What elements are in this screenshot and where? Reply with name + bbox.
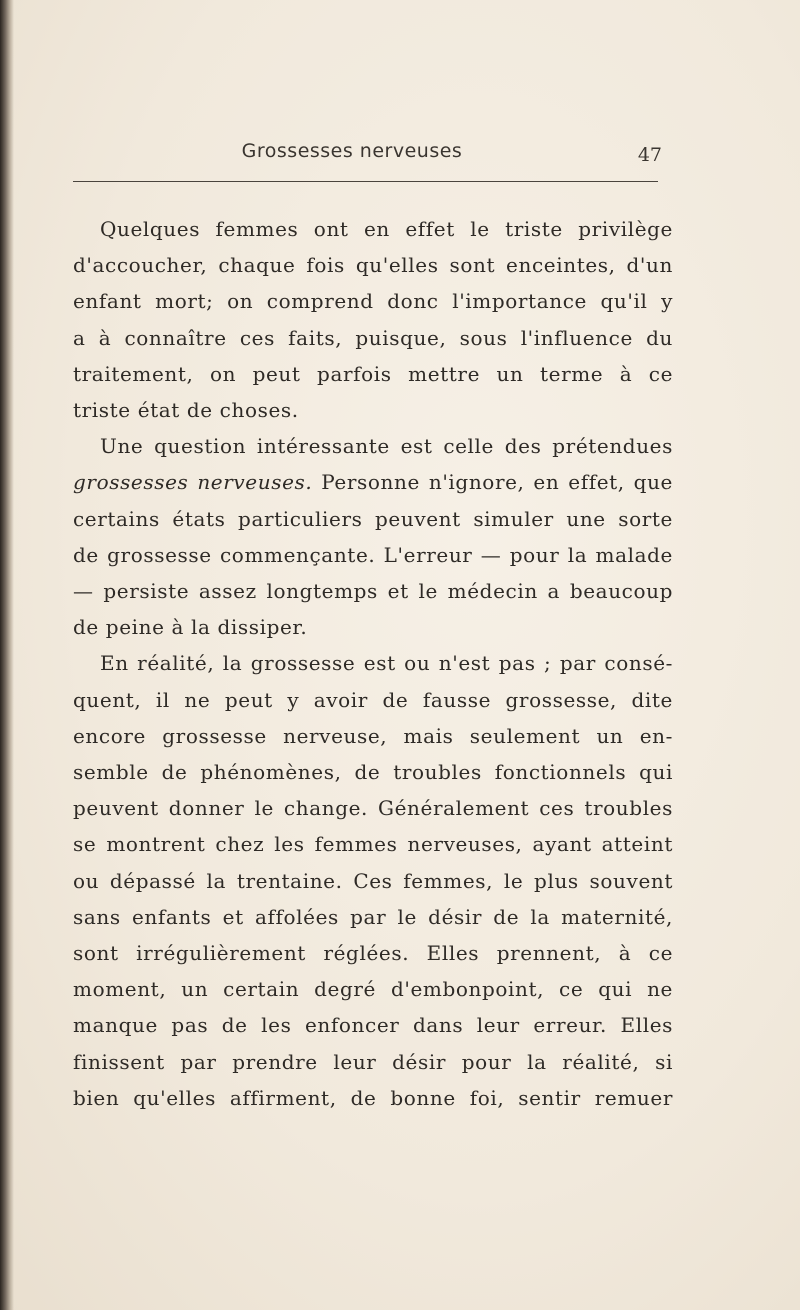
- text-line: Quelques femmes ont en effet le triste privilège: [100, 217, 673, 241]
- text-line: traitement, on peut parfois mettre un terme à ce: [73, 361, 673, 386]
- text-line: triste état de choses.: [73, 398, 299, 423]
- text-line: sont irrégulièrement réglées. Elles prennent, à ce: [73, 941, 673, 966]
- body-text: [73, 211, 673, 1116]
- text-line: quent, il ne peut y avoir de fausse grossesse, dite: [73, 687, 673, 712]
- text-line: bien qu'elles affirment, de bonne foi, sentir remuer: [73, 1085, 673, 1110]
- text-line: semble de phénomènes, de troubles fonctionnels qui: [73, 760, 673, 785]
- italic-phrase: grossesses nerveuses.: [73, 470, 313, 495]
- text-line: sans enfants et affolées par le désir de la maternité,: [73, 904, 673, 929]
- text-line: [73, 464, 673, 500]
- text-line: de peine à la dissiper.: [73, 615, 308, 640]
- text-line: certains états particuliers peuvent simuler une sorte: [73, 506, 673, 531]
- running-head: [72, 136, 662, 176]
- text-line: enfant mort; on comprend donc l'importance qu'il y: [73, 289, 673, 314]
- text-line: d'accoucher, chaque fois qu'elles sont enceintes, d'un: [73, 253, 673, 278]
- text-line: de grossesse commençante. L'erreur — pour la malade: [73, 542, 673, 567]
- text-line: finissent par prendre leur désir pour la réalité, si: [73, 1049, 673, 1074]
- text-line: encore grossesse nerveuse, mais seulement un en-: [73, 723, 673, 748]
- text-line: En réalité, la grossesse est ou n'est pas ; par consé-: [100, 651, 673, 676]
- text-line: peuvent donner le change. Généralement ces troubles: [73, 796, 673, 821]
- text-line: se montrent chez les femmes nerveuses, ayant atteint: [73, 832, 673, 857]
- book-binding-edge: [0, 0, 14, 1310]
- text-line: manque pas de les enfoncer dans leur erreur. Elles: [73, 1013, 673, 1038]
- text-line: Une question intéressante est celle des prétendues: [100, 434, 673, 459]
- text-line: moment, un certain degré d'embonpoint, ce qui ne: [73, 977, 673, 1002]
- text-fragment: Personne n'ignore, en effet, que: [312, 470, 673, 495]
- header-rule: [73, 181, 658, 182]
- running-head-title: Grossesses nerveuses: [241, 140, 463, 162]
- text-line: ou dépassé la trentaine. Ces femmes, le plus souvent: [73, 868, 673, 893]
- text-line: — persiste assez longtemps et le médecin a beaucoup: [73, 579, 673, 604]
- text-line: a à connaître ces faits, puisque, sous l'influence du: [73, 325, 673, 350]
- page-number: 47: [637, 144, 662, 166]
